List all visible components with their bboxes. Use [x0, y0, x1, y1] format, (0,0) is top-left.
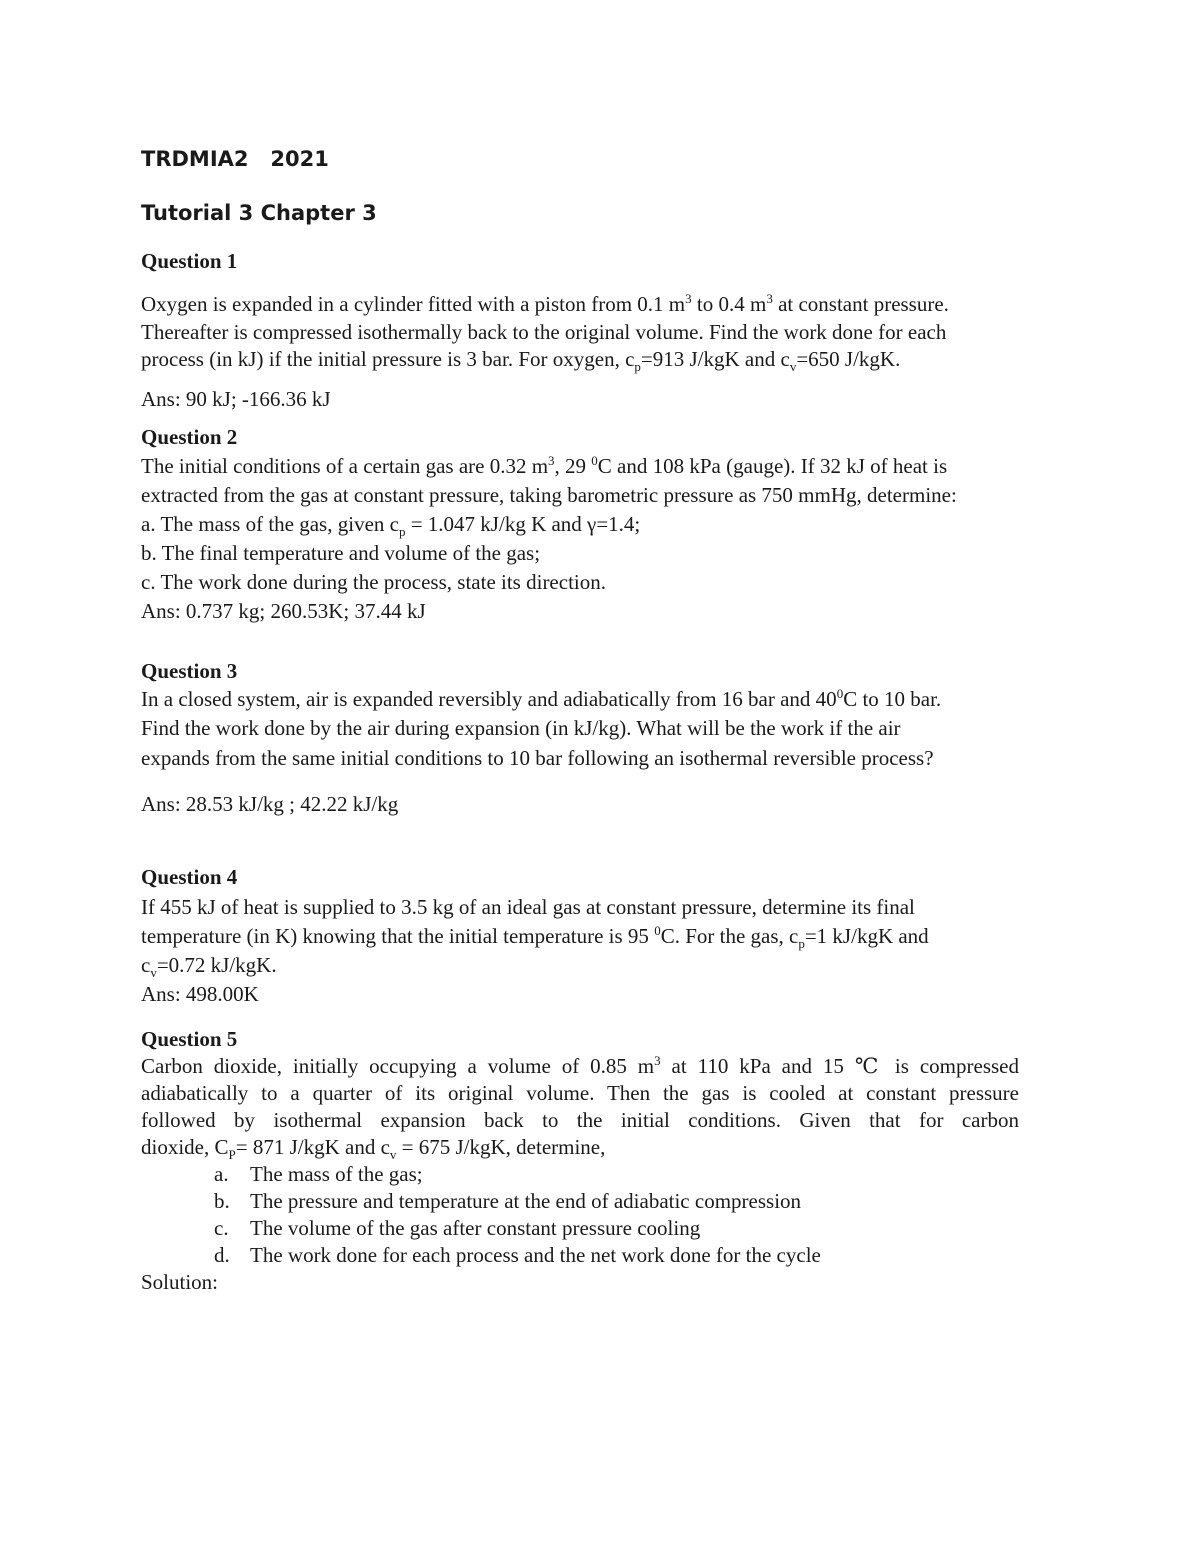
solution-label: Solution:: [141, 1270, 219, 1294]
question-1-line-2: Thereafter is compressed isothermally back to the original volume. Find the work done for each: [141, 320, 947, 344]
question-5-title: Question 5: [141, 1027, 238, 1051]
tutorial-heading: Tutorial 3 Chapter 3: [141, 201, 377, 225]
question-2-line-5: c. The work done during the process, state its direction.: [141, 570, 606, 594]
question-3-title: Question 3: [141, 659, 238, 683]
question-2-line-2: extracted from the gas at constant pressure, taking barometric pressure as 750 mmHg, determine:: [141, 483, 957, 507]
question-3-line-3: expands from the same initial conditions to 10 bar following an isothermal reversible process?: [141, 746, 934, 770]
question-5-item-b: b. The pressure and temperature at the end of adiabatic compression: [214, 1189, 802, 1213]
question-3-line-2: Find the work done by the air during expansion (in kJ/kg). What will be the work if the air: [141, 716, 901, 740]
question-4-line-3: $c_v=0.72$ kJ/kgK.: [141, 953, 277, 981]
question-5-line-2: adiabatically to a quarter of its original volume. Then the gas is cooled at constant pressure: [141, 1081, 1019, 1105]
course-code-heading: TRDMIA2 2021: [141, 147, 329, 171]
question-1-line-3: process (in kJ) if the initial pressure is 3 bar. For oxygen, $c_p=913$ J/kgK and $c_v=650$ J/kgK.: [141, 347, 901, 375]
question-1-line-1: Oxygen is expanded in a cylinder fitted with a piston from 0.1 $m^3$ to 0.4 $m^3$ at constant pressure.: [141, 291, 949, 316]
question-5-item-c: c. The volume of the gas after constant pressure cooling: [214, 1216, 701, 1240]
question-5-line-3: followed by isothermal expansion back to the initial conditions. Given that for carbon: [141, 1108, 1019, 1132]
question-4-line-2: temperature (in K) knowing that the initial temperature is 95 $^0$C. For the gas, $c_p=1$ kJ/kgK and: [141, 923, 929, 952]
question-1-title: Question 1: [141, 249, 238, 273]
question-3-line-1: In a closed system, air is expanded reversibly and adiabatically from 16 bar and $40^0C$ to 10 bar.: [141, 686, 942, 711]
question-4-title: Question 4: [141, 865, 238, 889]
question-5-item-a: a. The mass of the gas;: [214, 1162, 423, 1186]
question-5-line-4: dioxide, $C_P= 871$ J/kgK and $c_v = 675$ J/kgK, determine,: [141, 1135, 606, 1163]
question-5-item-d: d. The work done for each process and the net work done for the cycle: [214, 1243, 821, 1267]
question-2-line-3: a. The mass of the gas, given $c_p = 1.047$ kJ/kg K and γ=1.4;: [141, 512, 641, 540]
question-4-line-1: If 455 kJ of heat is supplied to 3.5 kg of an ideal gas at constant pressure, determine its final: [141, 895, 915, 919]
question-2-line-4: b. The final temperature and volume of the gas;: [141, 541, 541, 565]
question-2-title: Question 2: [141, 425, 238, 449]
question-2-answer: Ans: 0.737 kg; 260.53K; 37.44 kJ: [141, 599, 426, 623]
question-4-answer: Ans: 498.00K: [141, 982, 259, 1006]
question-1-answer: Ans: 90 kJ; -166.36 kJ: [141, 387, 331, 411]
question-2-line-1: The initial conditions of a certain gas are 0.32 $m^3$, 29 $^0$C and 108 kPa (gauge). If 32 kJ of heat is: [141, 453, 948, 478]
question-3-answer: Ans: 28.53 kJ/kg ; 42.22 kJ/kg: [141, 792, 399, 816]
question-5-line-1: Carbon dioxide, initially occupying a volume of 0.85 $m^3$ at 110 kPa and 15 ℃ is compressed: [141, 1053, 1019, 1078]
